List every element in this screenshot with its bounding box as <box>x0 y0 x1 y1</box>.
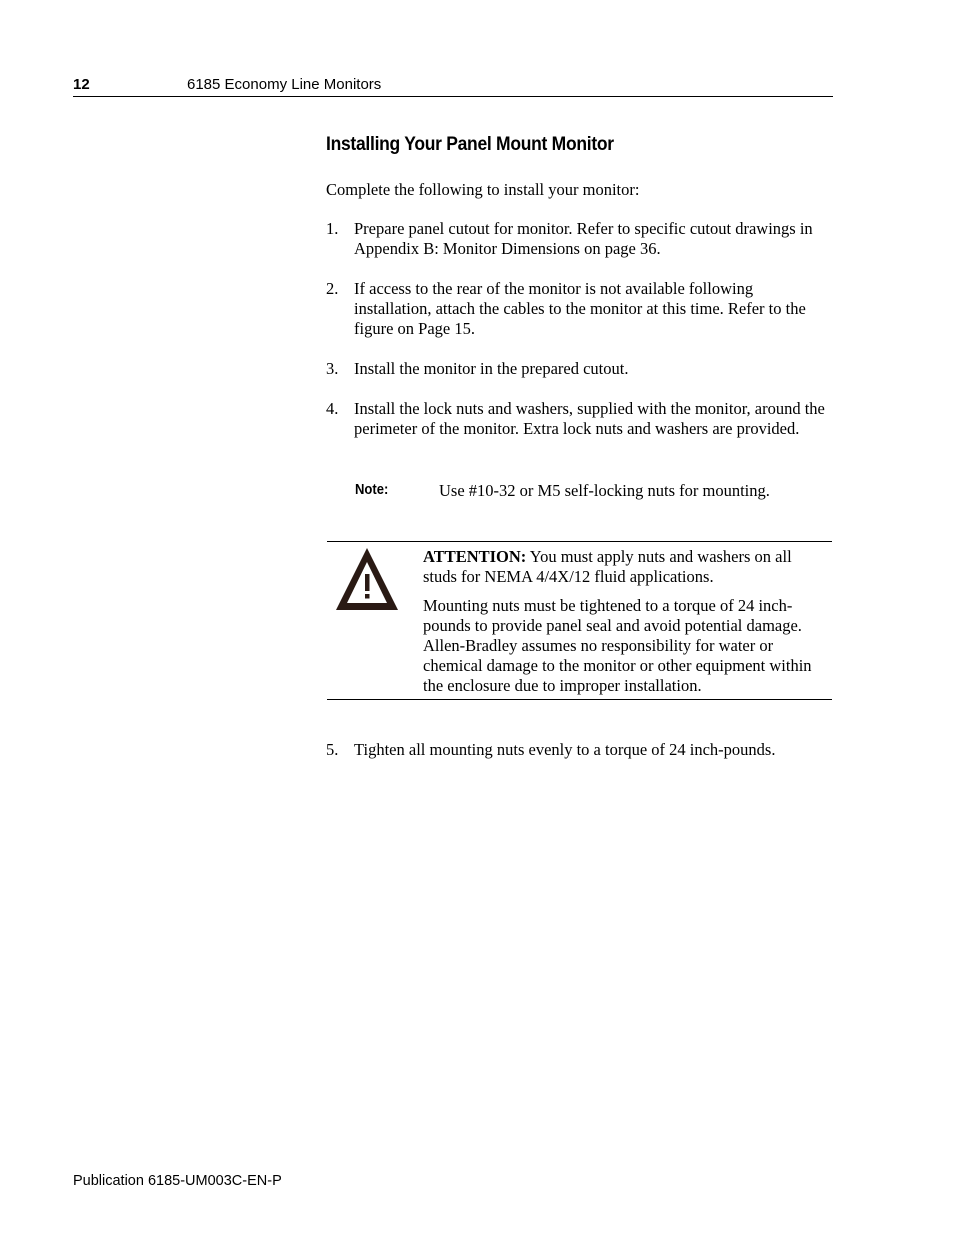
page-header <box>73 76 833 97</box>
step-text: Install the monitor in the prepared cutout. <box>354 359 629 378</box>
footer-publication: Publication 6185-UM003C-EN-P <box>73 1173 282 1189</box>
step-number: 1. <box>326 219 339 238</box>
step-number: 4. <box>326 399 339 418</box>
intro-text: Complete the following to install your monitor: <box>326 180 640 199</box>
attention-text-1: You must apply nuts and washers on all studs for NEMA 4/4X/12 fluid applications. <box>423 547 792 586</box>
step-number: 5. <box>326 740 339 759</box>
step-text: Tighten all mounting nuts evenly to a torque of 24 inch-pounds. <box>354 740 776 759</box>
header-title: 6185 Economy Line Monitors <box>187 76 382 93</box>
step-number: 3. <box>326 359 339 378</box>
attention-lead: ATTENTION: <box>423 547 527 566</box>
section-title: Installing Your Panel Mount Monitor <box>326 134 614 155</box>
attention-paragraph-1 <box>423 547 828 587</box>
note-text: Use #10-32 or M5 self-locking nuts for mounting. <box>439 481 770 500</box>
step-number: 2. <box>326 279 339 298</box>
attention-paragraph-2: Mounting nuts must be tightened to a torque of 24 inch-pounds to provide panel seal and avoid potential damage. Allen-Bradley assumes no responsibility for water or chemical damage to the monitor or other equipment within the enclosure due to improper installation. <box>423 596 812 695</box>
attention-box <box>327 541 832 700</box>
note-label: Note: <box>355 482 389 498</box>
step-text: If access to the rear of the monitor is not available following installation, attach the cables to the monitor at this time. Refer to the figure on Page 15. <box>354 279 806 338</box>
step-text: Install the lock nuts and washers, supplied with the monitor, around the perimeter of the monitor. Extra lock nuts and washers are provided. <box>354 399 825 438</box>
page-number: 12 <box>73 76 90 93</box>
attention-body <box>423 547 828 705</box>
step-text: Prepare panel cutout for monitor. Refer to specific cutout drawings in Appendix B: Monitor Dimensions on page 36. <box>354 219 813 258</box>
warning-triangle-icon <box>334 546 400 612</box>
